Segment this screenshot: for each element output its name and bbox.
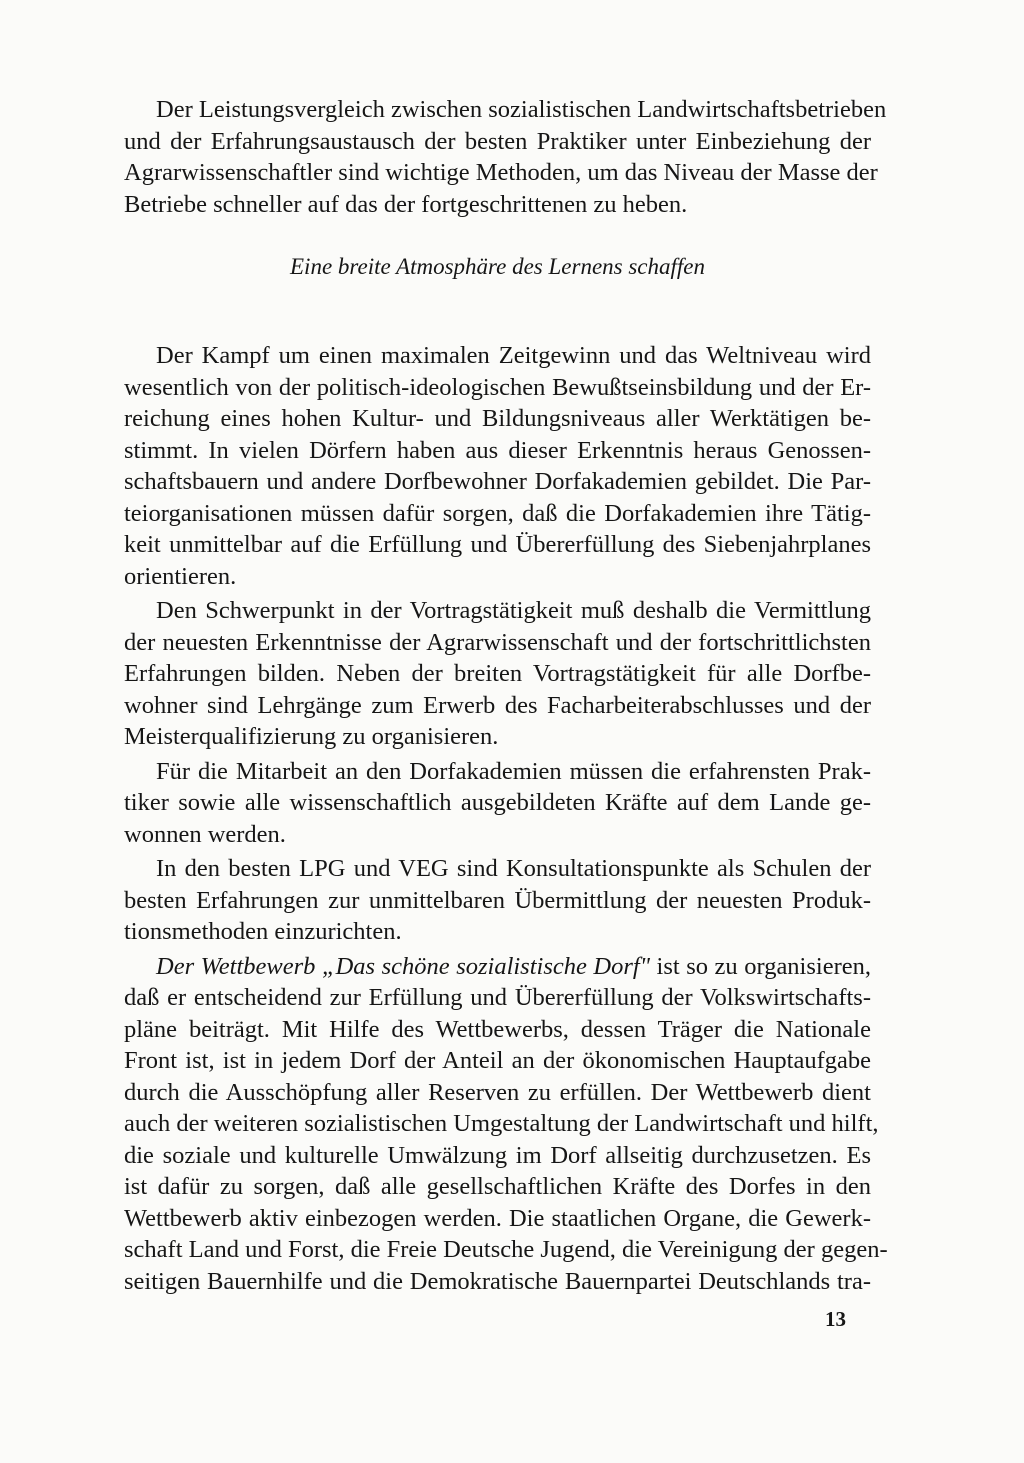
text-segment: ist so zu organisieren, xyxy=(649,952,871,980)
text-line: Meisterqualifizierung zu organisieren. xyxy=(124,723,499,750)
text-line: durch die Ausschöpfung aller Reserven zu erfüllen. Der Wettbewerb dient xyxy=(124,1078,871,1106)
text-line: Wettbewerb aktiv einbezogen werden. Die staatlichen Organe, die Gewerk- xyxy=(124,1204,871,1232)
text-line: der neuesten Erkenntnisse der Agrarwissenschaft und der fortschrittlichsten xyxy=(124,628,871,656)
text-line: teiorganisationen müssen dafür sorgen, daß die Dorfakademien ihre Tätig- xyxy=(124,499,871,527)
text-line: Der Kampf um einen maximalen Zeitgewinn und das Weltniveau wird xyxy=(156,342,871,369)
text-line: wonnen werden. xyxy=(124,820,286,848)
paragraph-2 xyxy=(124,595,871,753)
text-line: In den besten LPG und VEG sind Konsultationspunkte als Schulen der xyxy=(156,855,871,882)
paragraph-1 xyxy=(124,340,871,592)
text-line: Für die Mitarbeit an den Dorfakademien müssen die erfahrensten Prak- xyxy=(156,757,871,785)
text-line: ist dafür zu sorgen, daß alle gesellschaftlichen Kräfte des Dorfes in den xyxy=(124,1173,871,1200)
text-line: seitigen Bauernhilfe und die Demokratische Bauernpartei Deutschlands tra- xyxy=(124,1267,871,1295)
text-line: Der Leistungsvergleich zwischen sozialistischen Landwirtschaftsbetrieben xyxy=(156,96,887,123)
text-line: schaft Land und Forst, die Freie Deutsche Jugend, die Vereinigung der gegen- xyxy=(124,1236,888,1263)
text-line: reichung eines hohen Kultur- und Bildungsniveaus aller Werktätigen be- xyxy=(124,405,871,432)
text-line: tionsmethoden einzurichten. xyxy=(124,918,402,945)
text-line: keit unmittelbar auf die Erfüllung und Übererfüllung des Siebenjahrplanes xyxy=(124,531,871,558)
text-line: Erfahrungen bilden. Neben der breiten Vortragstätigkeit für alle Dorfbe- xyxy=(124,660,871,687)
section-heading: Eine breite Atmosphäre des Lernens schaffen xyxy=(290,254,705,279)
text-line: daß er entscheidend zur Erfüllung und Übererfüllung der Volkswirtschafts- xyxy=(124,984,871,1011)
text-line: pläne beiträgt. Mit Hilfe des Wettbewerbs, dessen Träger die Nationale xyxy=(124,1015,871,1043)
paragraph-intro xyxy=(124,94,887,220)
main-body xyxy=(124,340,888,1297)
paragraph-3 xyxy=(124,756,871,851)
text-line xyxy=(124,951,871,983)
text-line: besten Erfahrungen zur unmittelbaren Übermittlung der neuesten Produk- xyxy=(124,886,871,914)
text-line: Agrarwissenschaftler sind wichtige Methoden, um das Niveau der Masse der xyxy=(124,159,878,186)
text-line: und der Erfahrungsaustausch der besten Praktiker unter Einbeziehung der xyxy=(124,127,871,155)
paragraph-4 xyxy=(124,853,871,948)
competition-title: Der Wettbewerb „Das schöne sozialistische Dorf" xyxy=(156,952,650,980)
text-line: wesentlich von der politisch-ideologischen Bewußtseinsbildung und der Er- xyxy=(124,373,871,401)
text-line: die soziale und kulturelle Umwälzung im Dorf allseitig durchzusetzen. Es xyxy=(124,1141,871,1169)
text-line: auch der weiteren sozialistischen Umgestaltung der Landwirtschaft und hilft, xyxy=(124,1110,879,1137)
text-line: stimmt. In vielen Dörfern haben aus dieser Erkenntnis heraus Genossen- xyxy=(124,436,871,464)
text-line: wohner sind Lehrgänge zum Erwerb des Facharbeiterabschlusses und der xyxy=(124,691,871,719)
text-line: orientieren. xyxy=(124,562,237,590)
text-line: tiker sowie alle wissenschaftlich ausgebildeten Kräfte auf dem Lande ge- xyxy=(124,789,871,816)
text-line: Front ist, ist in jedem Dorf der Anteil an der ökonomischen Hauptaufgabe xyxy=(124,1047,871,1074)
text-line: Den Schwerpunkt in der Vortragstätigkeit muß deshalb die Vermittlung xyxy=(156,597,871,624)
paragraph-5 xyxy=(124,951,888,1298)
text-line: schaftsbauern und andere Dorfbewohner Dorfakademien gebildet. Die Par- xyxy=(124,468,871,495)
text-line: Betriebe schneller auf das der fortgeschrittenen zu heben. xyxy=(124,190,688,218)
page-number: 13 xyxy=(825,1307,846,1331)
